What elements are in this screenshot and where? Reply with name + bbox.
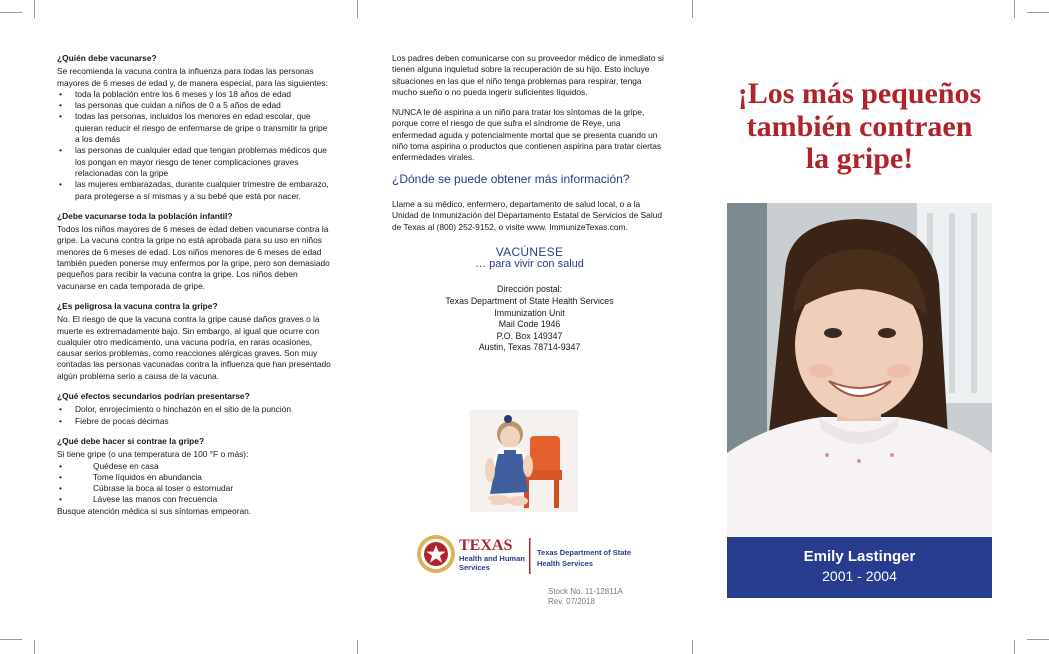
list-item: • Lávese las manos con frecuencia [57,494,332,505]
logo-dshs-line1: Texas Department of State [537,548,632,557]
paragraph: Los padres deben comunicarse con su proveedor médico de inmediato si tienen alguna inquietud sobre la recuperación de su hijo. Esto incluye situaciones en las que el niño tenga problemas para respirar, tenga mucho sueño o no pueda ingerir suficientes líquidos. [392,53,664,97]
headline-line: también contraen [746,109,973,143]
stock-info [548,587,623,607]
list-item: • Cúbrase la boca al toser o estornudar [57,483,332,494]
crop-mark [1027,639,1049,640]
crop-mark [34,0,35,18]
texas-hhs-logo [415,532,647,578]
middle-panel [392,53,667,354]
crop-mark [0,639,22,640]
toddler-photo [470,410,578,512]
name-banner [727,537,992,598]
logo-hhs-line1: Health and Human [459,554,525,563]
slogan [392,244,667,271]
section-heading: ¿Qué efectos secundarios podrían presentarse? [57,391,250,402]
section-heading: ¿Debe vacunarse toda la población infantil? [57,210,233,221]
info-heading: ¿Dónde se puede obtener más información? [392,171,630,186]
list-item: • todas las personas, incluidos los menores en edad escolar, que quieran reducir el riesgo de enfermarse de gripe o transmitir la gripe a los demás [57,111,332,145]
life-years: 2001 - 2004 [822,568,897,584]
section-text: Busque atención médica si sus síntomas empeoran. [57,505,252,516]
crop-mark [357,0,358,18]
slogan-title: VACÚNESE [495,244,564,259]
section-heading: ¿Qué debe hacer si contrae la gripe? [57,435,205,446]
left-panel [57,53,332,517]
crop-mark [34,640,35,654]
address-line: Texas Department of State Health Services [445,296,614,307]
address-line: Austin, Texas 78714-9347 [478,342,581,353]
list-item: • toda la población entre los 6 meses y los 18 años de edad [57,89,332,100]
child-portrait-photo [727,203,992,537]
revision-date: Rev. 07/2018 [548,597,595,606]
crop-mark [0,12,22,13]
crop-mark [692,640,693,654]
section-heading: ¿Es peligrosa la vacuna contra la gripe? [57,300,218,311]
address-line: P.O. Box 149347 [496,330,563,341]
crop-mark [1014,0,1015,18]
list-item: • las mujeres embarazadas, durante cualquier trimestre de embarazo, para protegerse a sí mismas y a su bebé que está por nacer. [57,179,332,202]
section-text: Si tiene gripe (o una temperatura de 100 °F o más): [57,449,249,460]
section-text: No. El riesgo de que la vacuna contra la gripe cause daños graves o la muerte es extremadamente bajo. Sin embargo, al igual que ocurre con cualquier otro medicamento, una vacuna podría, en raras ocasiones, causar serios problemas, como reacciones alérgicas graves. Son muy contadas las personas vacunadas contra la influenza que han presentado algún problema serio a causa de la vacuna. [57,314,331,381]
info-text: Llame a su médico, enfermero, departamento de salud local, o a la Unidad de Inmunización del Departamento Estatal de Servicios de Salud de Texas al (800) 252-9152, o visite www. ImmunizeTexas.com. [392,198,663,232]
cover-headline [712,78,1007,176]
list-item: • Quédese en casa [57,461,332,472]
logo-texas-text: TEXAS [459,537,513,554]
mailing-address [392,284,667,354]
section-heading: ¿Quién debe vacunarse? [57,53,157,63]
crop-mark [1027,12,1049,13]
bullet-list [57,461,332,506]
address-line: Immunization Unit [494,307,565,318]
list-item: • las personas que cuidan a niños de 0 a 5 años de edad [57,100,332,111]
section-text: Todos los niños mayores de 6 meses de edad deben vacunarse contra la gripe. La vacuna contra la gripe no está aprobada para su uso en niños menores de 6 meses de edad. Los niños menores de 6 meses de edad también pueden ponerse muy enfermos por la gripe, pero son demasiado pequeños para recibir la vacuna contra la gripe. Los niños deben vacunarse en cada temporada de gripe. [57,224,330,291]
crop-mark [692,0,693,18]
logo-dshs-line2: Health Services [537,559,593,568]
child-name: Emily Lastinger [803,548,916,565]
stock-number: Stock No. 11-12811A [548,587,623,596]
crop-mark [1014,640,1015,654]
list-item: • Dolor, enrojecimiento o hinchazón en el sitio de la punción [57,404,332,415]
paragraph: NUNCA le dé aspirina a un niño para tratar los síntomas de la gripe, porque corre el riesgo de que sufra el síndrome de Reye, una enfermedad aguda y potencialmente mortal que se presenta cuando un niño toma aspirina o productos que contienen aspirina para tratar ciertas enfermedades virales. [392,107,662,163]
list-item: • Tome líquidos en abundancia [57,472,332,483]
crop-mark [357,640,358,654]
slogan-subtitle: … para vivir con salud [475,258,584,271]
bullet-list [57,404,332,427]
logo-hhs-line2: Services [459,563,490,572]
list-item: • las personas de cualquier edad que tengan problemas médicos que los pongan en mayor riesgo de tener complicaciones graves relacionadas con la gripe [57,145,332,179]
address-line: Mail Code 1946 [498,319,561,330]
headline-line: la gripe! [805,142,914,175]
section-text: Se recomienda la vacuna contra la influenza para todas las personas mayores de 6 meses de edad y, de manera especial, para las siguientes: [57,66,328,88]
bullet-list [57,89,332,202]
address-line: Dirección postal: [496,284,563,295]
list-item: • Fiebre de pocas décimas [57,416,332,427]
headline-line: ¡Los más pequeños [737,77,982,110]
